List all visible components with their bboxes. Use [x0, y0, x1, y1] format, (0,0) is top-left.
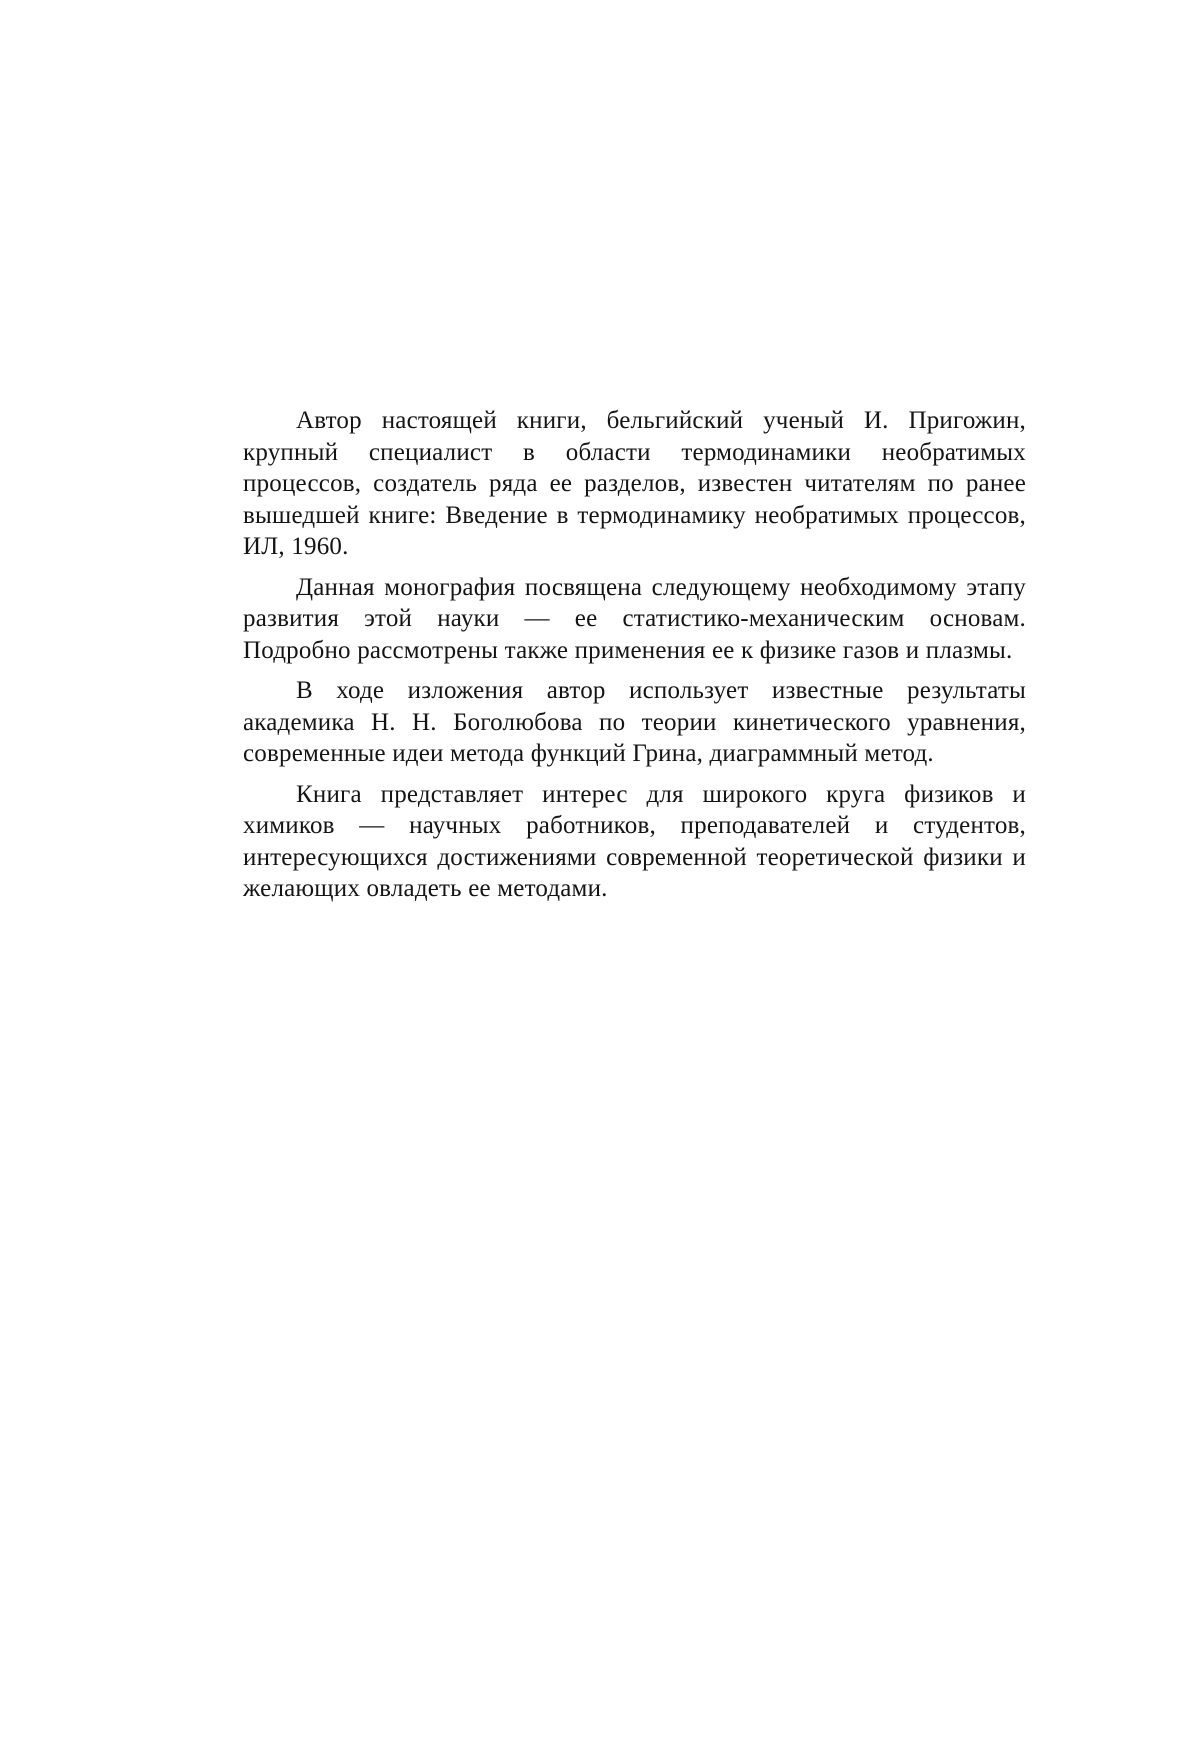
annotation-paragraph-monograph: Данная монография посвящена следующему необходимому этапу развития этой науки — ее статистико-механическим основам. Подробно рассмотрены также применения ее к физике газов и плазмы. [243, 573, 1026, 664]
book-annotation [243, 405, 1026, 914]
annotation-paragraph-audience: Книга представляет интерес для широкого круга физиков и химиков — научных работников, преподавателей и студентов, интересующихся достижениями современной теоретической физики и желающих овладеть ее методами. [243, 780, 1026, 902]
annotation-paragraph-methods: В ходе изложения автор использует известные результаты академика Н. Н. Боголюбова по теории кинетического уравнения, современные идеи метода функций Грина, диаграммный метод. [243, 677, 1026, 767]
annotation-paragraph-author: Автор настоящей книги, бельгийский ученый И. Пригожин, крупный специалист в области термодинамики необратимых процессов, создатель ряда ее разделов, известен читателям по ранее вышедшей книге: Введение в термодинамику необратимых процессов, ИЛ, 1960. [243, 407, 1026, 560]
